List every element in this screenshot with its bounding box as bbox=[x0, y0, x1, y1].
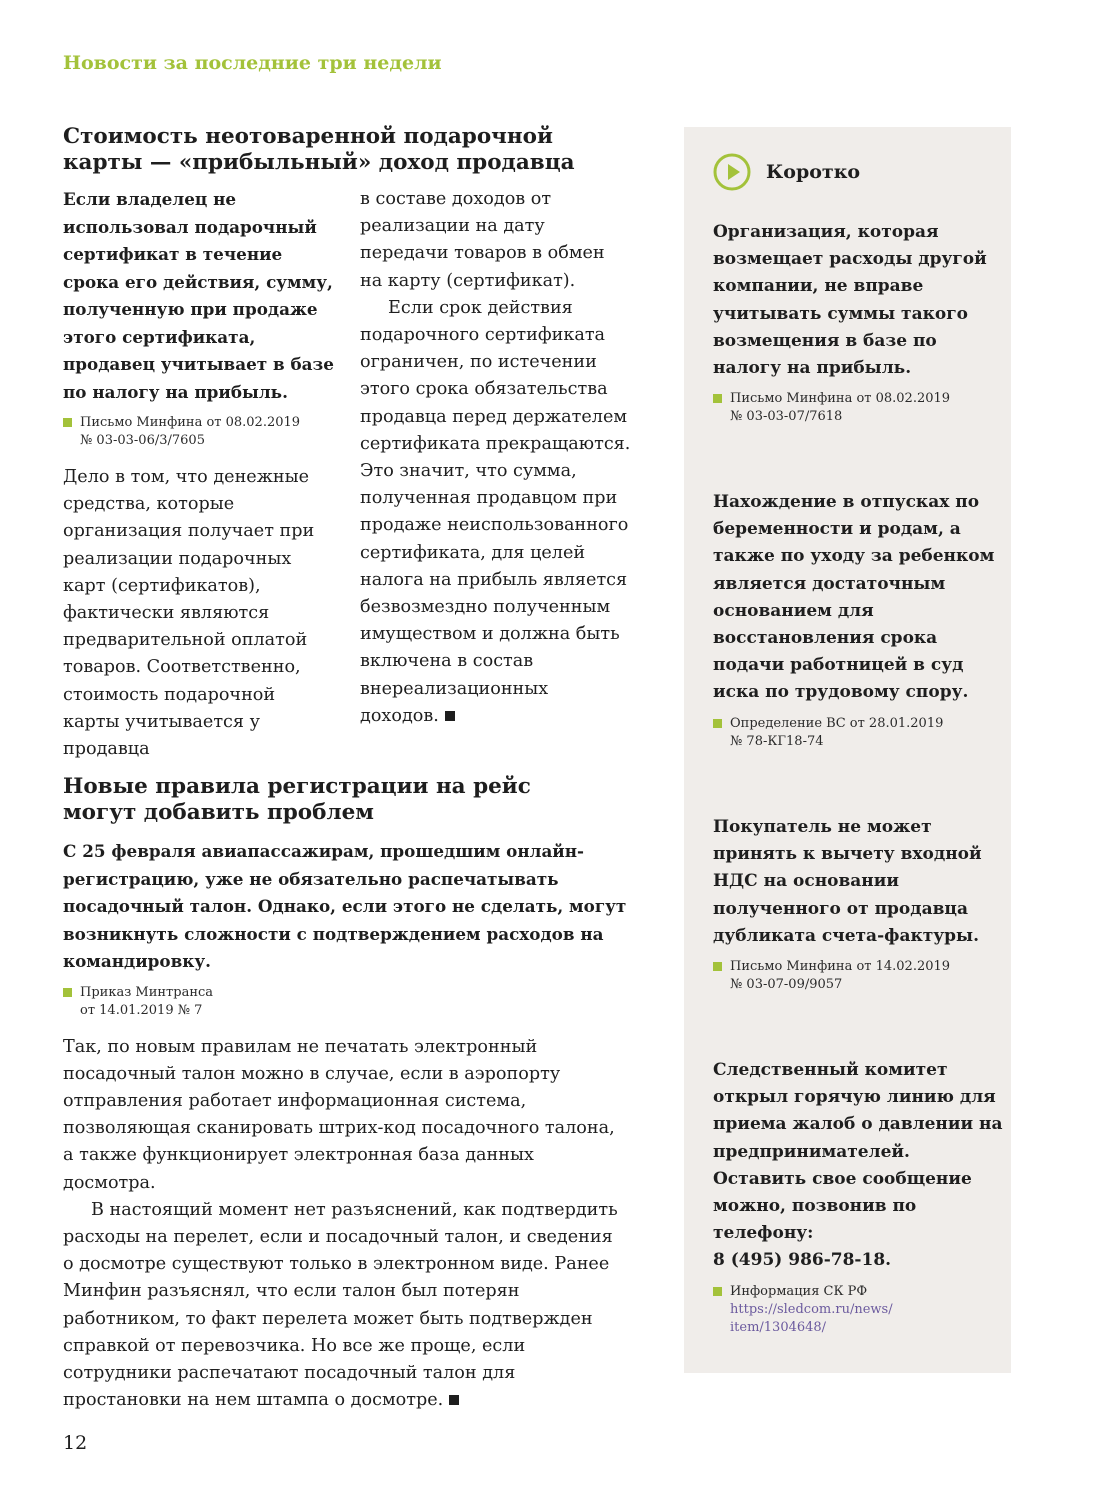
source-marker-icon bbox=[713, 1287, 722, 1296]
source-marker-icon bbox=[713, 962, 722, 971]
sidebar-briefly bbox=[684, 127, 1011, 1373]
sidebar-item-source bbox=[713, 390, 1003, 426]
article2-paragraph2-text: В настоящий момент нет разъяснений, как подтвердить расходы на перелет, если и посадочный талон, и сведения о досмотре существуют только в электронном виде. Ранее Минфин разъяснял, что если талон был потерян работником, то факт перелета может быть подтвержден справкой от перевозчика. Но все же проще, если сотрудники распечатают посадочный талон для простановки на нем штампа о досмотре. bbox=[63, 1199, 618, 1411]
article2-headline-line1: Новые правила регистрации на рейс bbox=[63, 774, 531, 799]
sidebar-source-line2: № 78-КГ18-74 bbox=[730, 733, 824, 749]
sidebar-source-line2: № 03-07-09/9057 bbox=[730, 977, 843, 993]
sidebar-item-text: Организация, которая возмещает расходы другой компании, не вправе учитывать суммы такого возмещения в базе по налогу на прибыль. bbox=[713, 222, 987, 379]
sidebar-source-line1: Информация СК РФ bbox=[730, 1283, 868, 1299]
sidebar-item-source bbox=[713, 958, 1003, 994]
end-mark-icon bbox=[445, 711, 455, 721]
source-marker-icon bbox=[63, 418, 72, 427]
page-number: 12 bbox=[63, 1432, 88, 1454]
section-title: Новости за последние три недели bbox=[63, 52, 442, 74]
sidebar-item bbox=[713, 219, 1003, 426]
sidebar-item-text: Следственный комитет открыл горячую линию для приема жалоб о давлении на предпринимателей. Оставить свое сообщение можно, позвонив по телефону: bbox=[713, 1060, 1003, 1244]
article1-headline-line2: карты — «прибыльный» доход продавца bbox=[63, 150, 575, 175]
source-marker-icon bbox=[713, 394, 722, 403]
article1-headline bbox=[63, 124, 643, 176]
sidebar-source-line1: Письмо Минфина от 14.02.2019 bbox=[730, 959, 951, 975]
article1-col1-paragraph: Дело в том, что денежные средства, которые организация получает при реализации подарочных карт (сертификатов), фактически являются предварительной оплатой товаров. Соответственно, стоимость подарочной карты учитывается у продавца bbox=[63, 467, 315, 760]
article1-headline-line1: Стоимость неотоваренной подарочной bbox=[63, 124, 553, 149]
sidebar-item-source bbox=[713, 715, 1003, 751]
article1-source-line1: Письмо Минфина от 08.02.2019 bbox=[80, 415, 301, 430]
sidebar-source-line1: Письмо Минфина от 08.02.2019 bbox=[730, 391, 951, 407]
article1-left-column bbox=[63, 186, 335, 763]
source-marker-icon bbox=[63, 988, 72, 997]
article1-right-column bbox=[360, 186, 632, 730]
article2-paragraph1: Так, по новым правилам не печатать электронный посадочный талон можно в случае, если в аэропорту отправления работает информационная система, позволяющая сканировать штрих-код посадочного талона, а также функционирует электронная база данных досмотра. bbox=[63, 1036, 615, 1193]
source-marker-icon bbox=[713, 719, 722, 728]
sidebar-item-phone: 8 (495) 986-78-18. bbox=[713, 1250, 892, 1271]
sidebar-source-line1: Определение ВС от 28.01.2019 bbox=[730, 715, 944, 731]
article1-col2-paragraph1: в составе доходов от реализации на дату передачи товаров в обмен на карту (сертификат). bbox=[360, 189, 605, 291]
sidebar-item bbox=[713, 489, 1003, 751]
article2-source-line1: Приказ Минтранса bbox=[80, 984, 214, 1000]
article1-col2-paragraph2 bbox=[360, 295, 632, 730]
sidebar-item-text: Нахождение в отпусках по беременности и родам, а также по уходу за ребенком является достаточным основанием для восстановления срока подачи работницей в суд иска по трудовому спору. bbox=[713, 492, 995, 703]
sidebar-title: Коротко bbox=[766, 161, 861, 183]
article2-headline bbox=[63, 774, 643, 826]
article1-source bbox=[63, 414, 335, 450]
sidebar-source-link-line2[interactable]: item/1304648/ bbox=[730, 1319, 827, 1335]
article2-body bbox=[63, 838, 628, 1414]
sidebar-source-line2: № 03-03-07/7618 bbox=[730, 409, 843, 425]
article2-source-line2: от 14.01.2019 № 7 bbox=[80, 1002, 203, 1018]
article1-source-line2: № 03-03-06/3/7605 bbox=[80, 433, 205, 448]
sidebar-item bbox=[713, 814, 1003, 994]
article2-paragraph2 bbox=[63, 1197, 628, 1415]
article2-lead: С 25 февраля авиапассажирам, прошедшим онлайн-регистрацию, уже не обязательно распечатывать посадочный талон. Однако, если этого не сделать, могут возникнуть сложности с подтверждением расходов на командировку. bbox=[63, 841, 627, 971]
sidebar-source-link-line1[interactable]: https://sledcom.ru/news/ bbox=[730, 1301, 893, 1317]
article2-source bbox=[63, 984, 628, 1020]
sidebar-item-text: Покупатель не может принять к вычету входной НДС на основании полученного от продавца дубликата счета-фактуры. bbox=[713, 817, 982, 946]
sidebar-item bbox=[713, 1057, 1003, 1337]
article2-headline-line2: могут добавить проблем bbox=[63, 800, 374, 825]
sidebar-item-source bbox=[713, 1283, 1003, 1337]
play-icon bbox=[713, 153, 751, 191]
end-mark-icon bbox=[449, 1395, 459, 1405]
article1-col2-paragraph2-text: Если срок действия подарочного сертификата ограничен, по истечении этого срока обязательства продавца перед держателем сертификата прекращаются. Это значит, что сумма, полученная продавцом при продаже неиспользованного сертификата, для целей налога на прибыль является безвозмездно полученным имуществом и должна быть включена в состав внереализационных доходов. bbox=[360, 297, 631, 726]
article1-lead: Если владелец не использовал подарочный сертификат в течение срока его действия, сумму, полученную при продаже этого сертификата, продавец учитывает в базе по налогу на прибыль. bbox=[63, 189, 334, 402]
